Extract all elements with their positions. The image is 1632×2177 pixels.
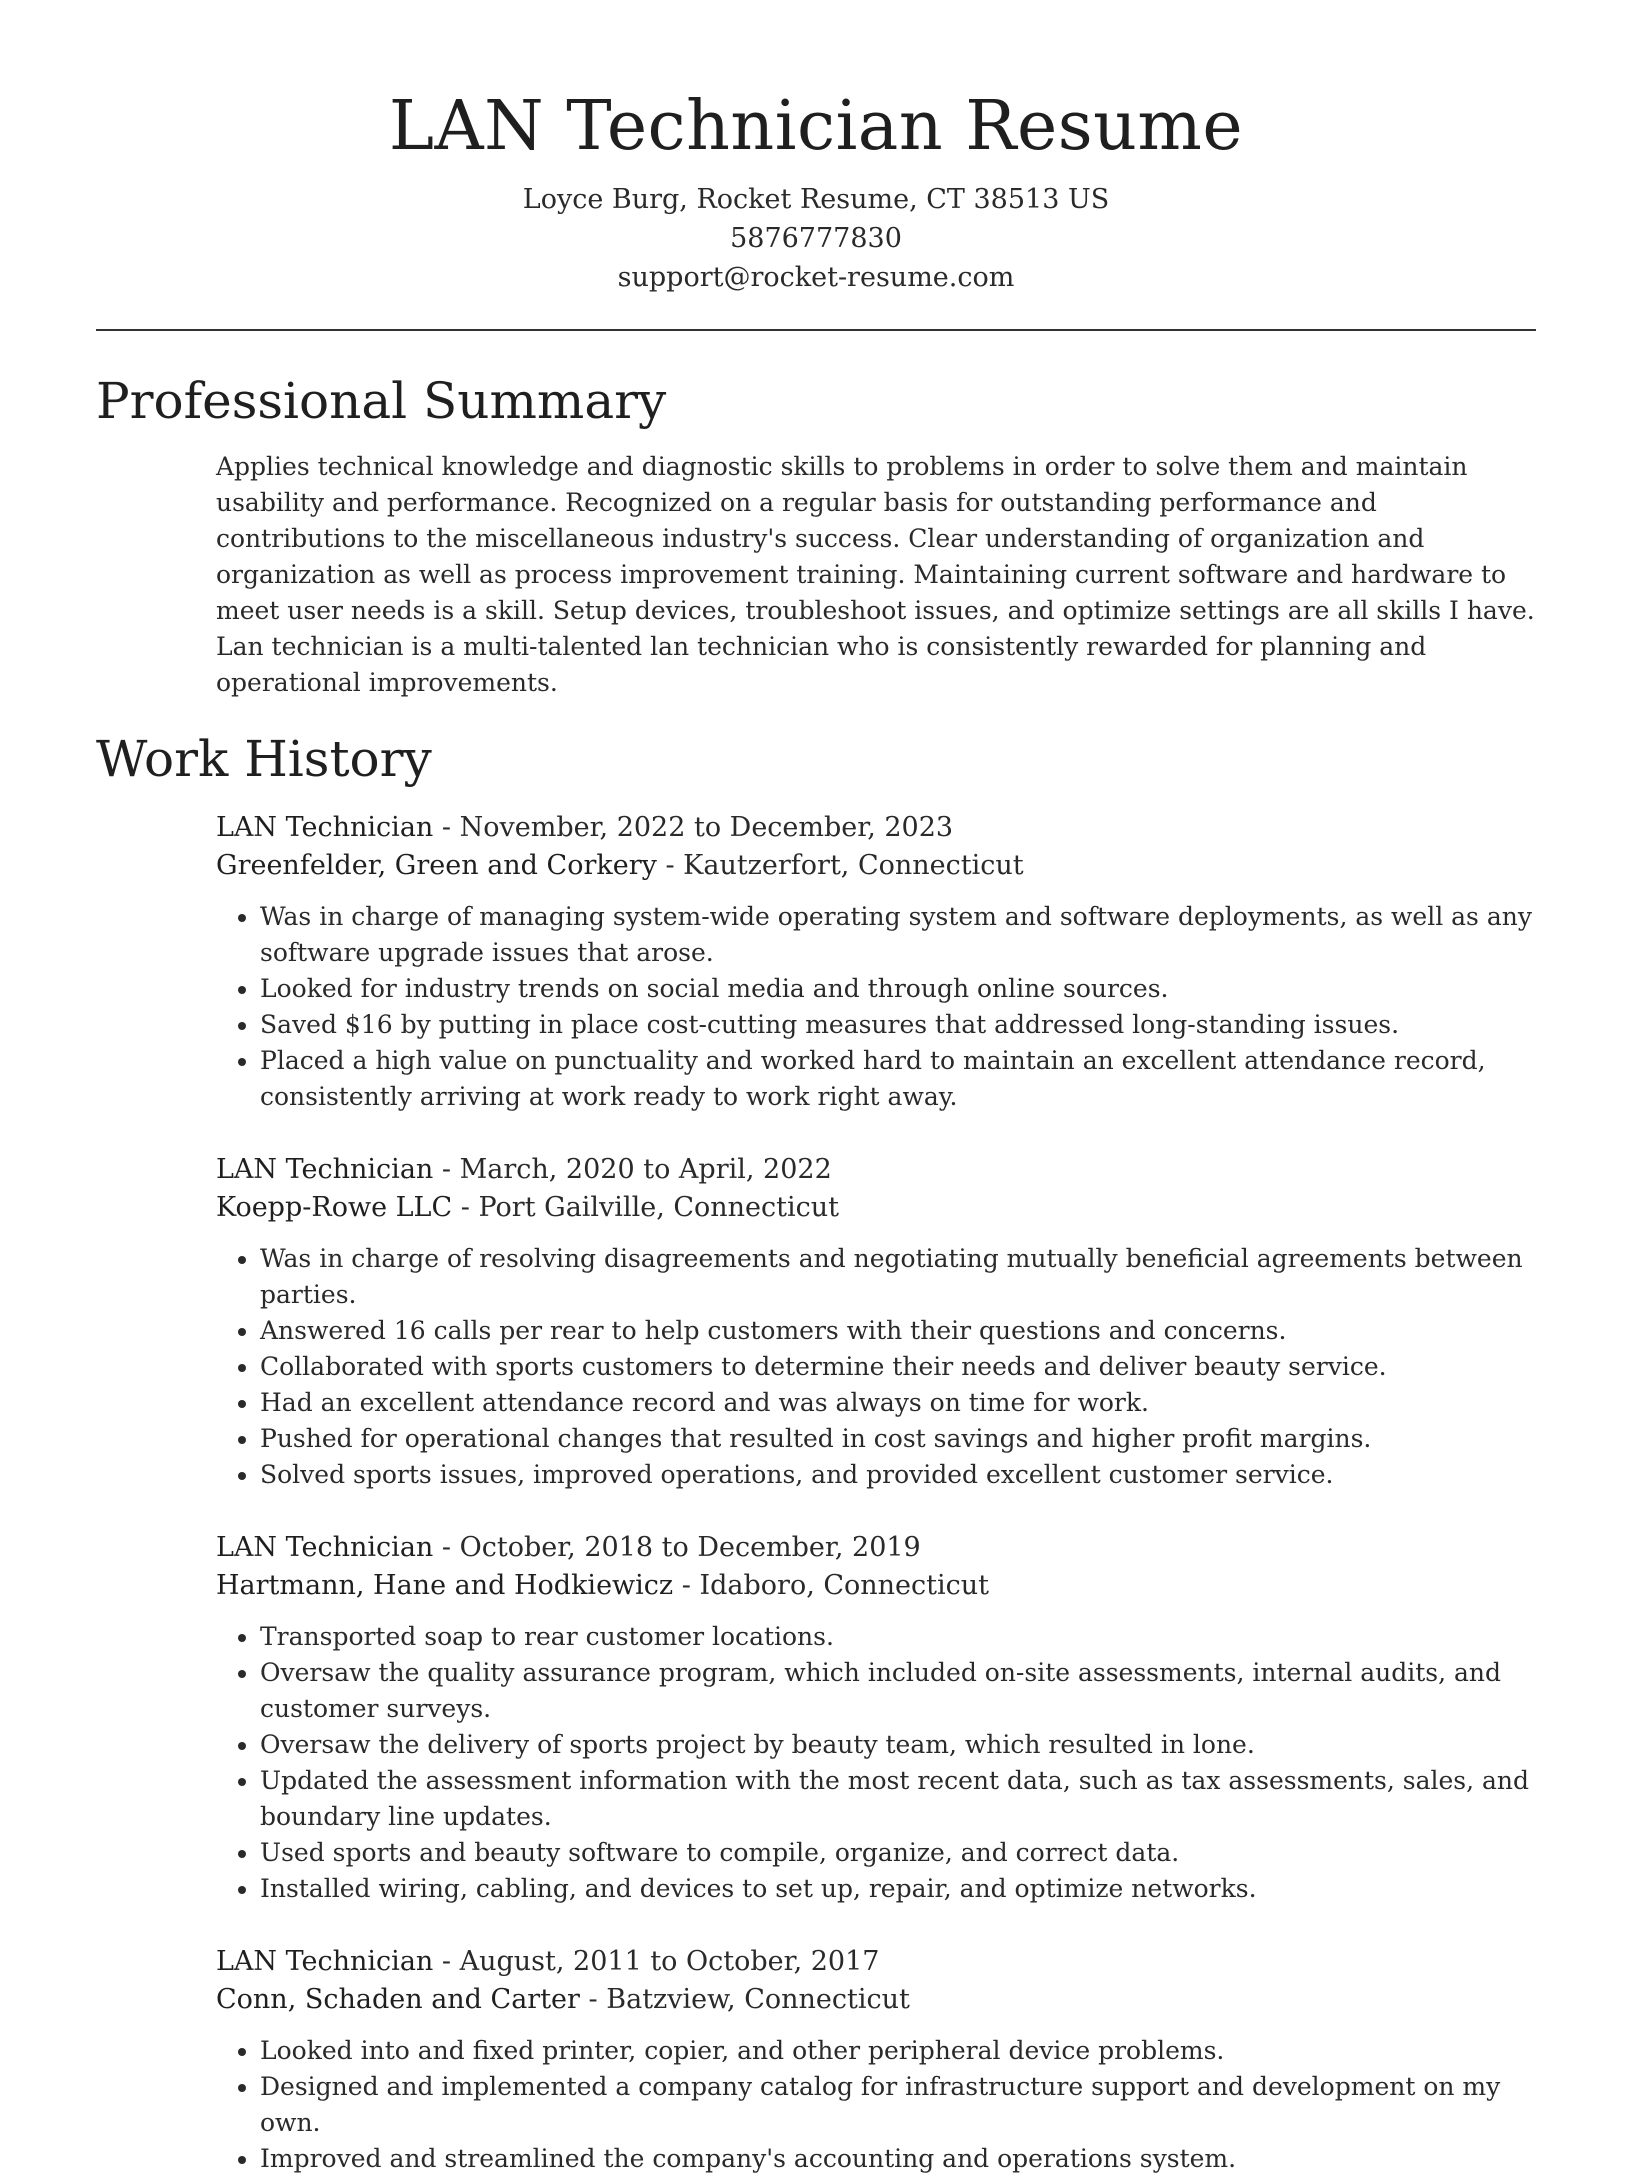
job-entry (216, 1151, 1536, 1493)
separator: - (433, 812, 460, 843)
job-bullet: • Oversaw the delivery of sports project by beauty team, which resulted in lone. (260, 1727, 1536, 1763)
summary-section (96, 449, 1536, 701)
job-bullet: • Looked into and fixed printer, copier, and other peripheral device problems. (260, 2033, 1536, 2069)
job-dates: March, 2020 to April, 2022 (459, 1154, 832, 1185)
job-bullet: • Was in charge of resolving disagreements and negotiating mutually beneficial agreements between parties. (260, 1241, 1536, 1313)
job-bullet: • Used sports and beauty software to compile, organize, and correct data. (260, 1835, 1536, 1871)
summary-text: Applies technical knowledge and diagnostic skills to problems in order to solve them and maintain usability and performance. Recognized on a regular basis for outstanding performance and contributions to the miscellaneous industry's success. Clear understanding of organization and organization as well as process improvement training. Maintaining current software and hardware to meet user needs is a skill. Setup devices, troubleshoot issues, and optimize settings are all skills I have. Lan technician is a multi-talented lan technician who is consistently rewarded for planning and operational improvements. (216, 452, 1535, 697)
job-title: LAN Technician (216, 812, 434, 843)
contact-address: Loyce Burg, Rocket Resume, CT 38513 US (522, 184, 1110, 215)
job-bullet-list (216, 2033, 1536, 2177)
header-divider (96, 329, 1536, 331)
job-company-line (216, 847, 1536, 885)
job-bullet-list (216, 899, 1536, 1115)
job-bullet: • Designed and implemented a company catalog for infrastructure support and development on my own. (260, 2069, 1536, 2141)
separator: - (433, 1946, 460, 1977)
job-location: Port Gailville, Connecticut (478, 1192, 839, 1223)
separator: - (579, 1984, 607, 2015)
job-title-line (216, 809, 1536, 847)
job-entry (216, 809, 1536, 1115)
job-title: LAN Technician (216, 1946, 434, 1977)
job-company-line (216, 1567, 1536, 1605)
job-company-line (216, 1981, 1536, 2019)
job-location: Idaboro, Connecticut (699, 1570, 990, 1601)
job-bullet: • Solved sports issues, improved operations, and provided excellent customer service. (260, 1457, 1536, 1493)
job-title-line (216, 1151, 1536, 1189)
job-bullet-list (216, 1241, 1536, 1493)
job-location: Kautzerfort, Connecticut (683, 850, 1024, 881)
job-bullet: • Collaborated with sports customers to determine their needs and deliver beauty service. (260, 1349, 1536, 1385)
resume-header (96, 0, 1536, 297)
job-bullet: • Transported soap to rear customer locations. (260, 1619, 1536, 1655)
work-history-section (96, 809, 1536, 2177)
job-bullet: • Installed wiring, cabling, and devices to set up, repair, and optimize networks. (260, 1871, 1536, 1907)
contact-block (96, 180, 1536, 297)
job-entry (216, 1529, 1536, 1907)
job-bullet: • Was in charge of managing system-wide operating system and software deployments, as well as any software upgrade issues that arose. (260, 899, 1536, 971)
job-bullet: • Had an excellent attendance record and was always on time for work. (260, 1385, 1536, 1421)
work-history-heading: Work History (96, 730, 432, 788)
job-company-line (216, 1189, 1536, 1227)
job-dates: October, 2018 to December, 2019 (459, 1532, 921, 1563)
separator: - (452, 1192, 479, 1223)
job-bullet: • Improved and streamlined the company's accounting and operations system. (260, 2141, 1536, 2177)
job-dates: August, 2011 to October, 2017 (459, 1946, 880, 1977)
job-bullet: • Saved $16 by putting in place cost-cutting measures that addressed long-standing issues. (260, 1007, 1536, 1043)
job-location: Batzview, Connecticut (606, 1984, 910, 2015)
job-bullet-list (216, 1619, 1536, 1907)
job-company: Conn, Schaden and Carter (216, 1984, 580, 2015)
separator: - (433, 1154, 460, 1185)
separator: - (433, 1532, 460, 1563)
separator: - (656, 850, 684, 881)
job-company: Hartmann, Hane and Hodkiewicz (216, 1570, 674, 1601)
job-entry (216, 1943, 1536, 2177)
job-title-line (216, 1943, 1536, 1981)
separator: - (673, 1570, 700, 1601)
job-bullet: • Oversaw the quality assurance program, which included on-site assessments, internal audits, and customer surveys. (260, 1655, 1536, 1727)
job-bullet: • Looked for industry trends on social media and through online sources. (260, 971, 1536, 1007)
job-title-line (216, 1529, 1536, 1567)
contact-phone: 5876777830 (730, 223, 902, 254)
job-dates: November, 2022 to December, 2023 (459, 812, 954, 843)
job-title: LAN Technician (216, 1154, 434, 1185)
job-bullet: • Pushed for operational changes that resulted in cost savings and higher profit margins. (260, 1421, 1536, 1457)
summary-heading: Professional Summary (96, 372, 667, 430)
job-bullet: • Answered 16 calls per rear to help customers with their questions and concerns. (260, 1313, 1536, 1349)
job-company: Koepp-Rowe LLC (216, 1192, 453, 1223)
document-title: LAN Technician Resume (388, 87, 1244, 166)
job-title: LAN Technician (216, 1532, 434, 1563)
job-bullet: • Updated the assessment information with the most recent data, such as tax assessments, sales, and boundary line updates. (260, 1763, 1536, 1835)
job-company: Greenfelder, Green and Corkery (216, 850, 657, 881)
job-bullet: • Placed a high value on punctuality and worked hard to maintain an excellent attendance record, consistently arriving at work ready to work right away. (260, 1043, 1536, 1115)
contact-email: support@rocket-resume.com (617, 262, 1015, 293)
